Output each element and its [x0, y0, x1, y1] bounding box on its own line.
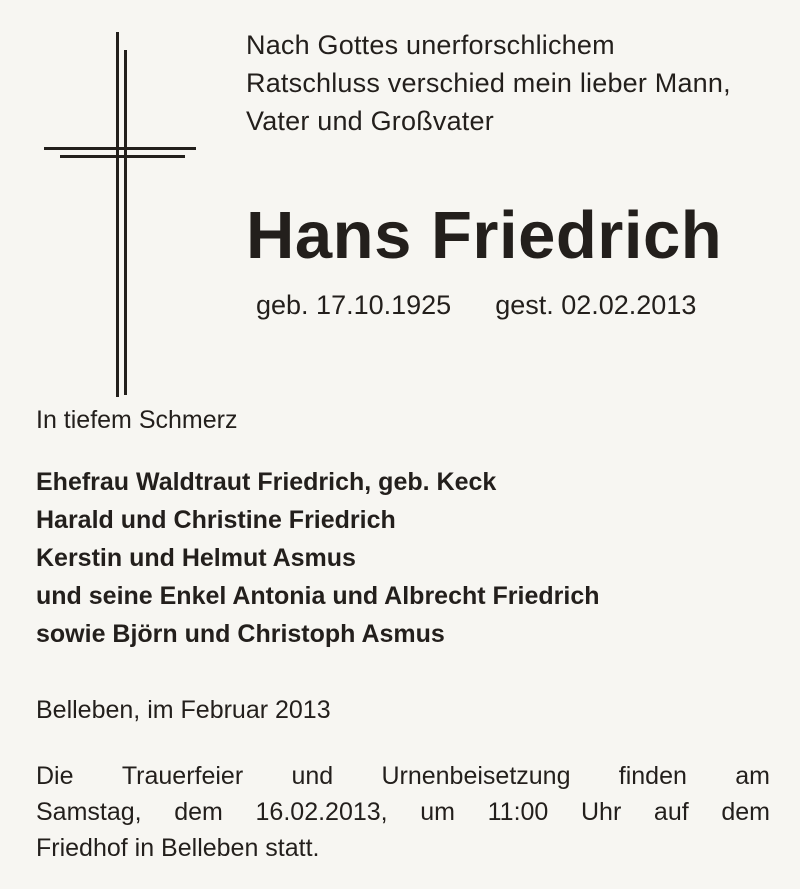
intro-word: Gottes: [317, 30, 399, 60]
service-word: um: [420, 798, 455, 826]
mourner-line: sowie Björn und Christoph Asmus: [36, 620, 445, 648]
service-word: dem: [721, 798, 770, 826]
intro-word: Nach: [246, 30, 310, 60]
service-word: und: [291, 762, 334, 790]
life-dates: [256, 286, 696, 324]
place-and-date: Belleben, im Februar 2013: [36, 696, 331, 724]
mourner-line: Kerstin und Helmut Asmus: [36, 544, 356, 572]
service-word: am: [735, 762, 770, 790]
mourner-line: und seine Enkel Antonia und Albrecht Friedrich: [36, 582, 600, 610]
service-word: Samstag,: [36, 798, 142, 826]
birth-date: geb. 17.10.1925: [256, 290, 452, 320]
service-word: Die: [36, 762, 74, 790]
service-word: Trauerfeier: [121, 762, 244, 790]
intro-line-3: Vater und Großvater: [246, 106, 494, 136]
service-word: auf: [653, 798, 689, 826]
death-date: gest. 02.02.2013: [495, 290, 697, 320]
intro-line-1: [246, 26, 768, 64]
service-word: Uhr: [580, 798, 622, 826]
service-line-2: [36, 794, 770, 830]
mourner-line: Harald und Christine Friedrich: [36, 506, 396, 534]
service-word: 11:00: [487, 798, 549, 826]
funeral-service-info: [36, 758, 770, 866]
mourner-line: Ehefrau Waldtraut Friedrich, geb. Keck: [36, 468, 497, 496]
service-word: Urnenbeisetzung: [381, 762, 571, 790]
service-word: 16.02.2013,: [255, 798, 388, 826]
sorrow-line: In tiefem Schmerz: [36, 406, 238, 434]
intro-text: [246, 26, 768, 140]
service-line-1: [36, 758, 770, 794]
intro-line-2: Ratschluss verschied mein lieber Mann,: [246, 68, 731, 98]
intro-word: unerforschlichem: [406, 30, 615, 60]
service-word: dem: [174, 798, 223, 826]
latin-cross-icon: [44, 32, 196, 397]
service-line-3: Friedhof in Belleben statt.: [36, 834, 320, 862]
deceased-name: Hans Friedrich: [246, 198, 723, 273]
mourners-list: [36, 463, 600, 653]
service-word: finden: [618, 762, 687, 790]
